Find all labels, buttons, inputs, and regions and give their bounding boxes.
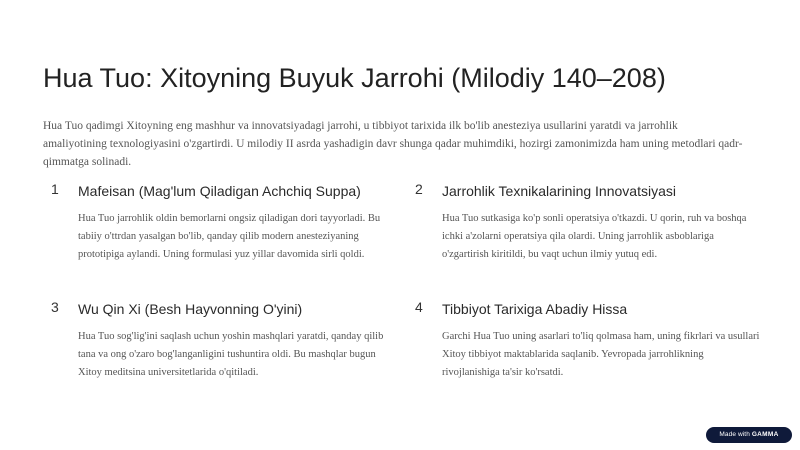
item-number: 2 xyxy=(415,181,423,197)
badge-brand: GAMMA xyxy=(751,431,779,438)
item-title: Wu Qin Xi (Besh Hayvonning O'yini) xyxy=(78,301,303,317)
badge-prefix: Made with xyxy=(719,431,750,438)
item-text: Hua Tuo sutkasiga ko'p sonli operatsiya o'tkazdi. U qorin, ruh va boshqa ichki a'zolarni operatsiya qila olardi. Uning jarrohlik asboblariga o'zgartirish kiritildi, bu vaqt uchun ilmiy yutuq edi. xyxy=(442,213,747,260)
item-number: 4 xyxy=(415,299,423,315)
item-title: Jarrohlik Texnikalarining Innovatsiyasi xyxy=(442,183,676,199)
item-number: 3 xyxy=(51,299,59,315)
item-text: Garchi Hua Tuo uning asarlari to'liq qolmasa ham, uning fikrlari va usullari Xitoy tibbiyot maktablarida saqlanib. Yevropada jarrohlikning rivojlanishiga ta'sir ko'rsatdi. xyxy=(442,331,760,378)
item-title: Tibbiyot Tarixiga Abadiy Hissa xyxy=(442,301,628,317)
page-title: Hua Tuo: Xitoyning Buyuk Jarrohi (Milodiy 140–208) xyxy=(43,63,666,93)
item-title: Mafeisan (Mag'lum Qiladigan Achchiq Suppa) xyxy=(78,183,361,199)
item-text: Hua Tuo jarrohlik oldin bemorlarni ongsiz qiladigan dori tayyorladi. Bu tabiiy o'ttrdan yasalgan bo'lib, qanday qilib modern anesteziyaning prototipiga aylandi. Uning formulasi yuz yillar davomida sirli qoldi. xyxy=(78,213,381,260)
intro-paragraph: Hua Tuo qadimgi Xitoyning eng mashhur va innovatsiyadagi jarrohi, u tibbiyot tarixida ilk bo'lib anesteziya usullarini yaratdi va jarrohlik amaliyotining texnologiyasini o'zgartirdi. U milodiy II asrda yashadigin davr shunga qadar muhimdiki, hozirgi zamonimizda ham uning metodlari qadr-qimmatga solinadi. xyxy=(43,120,743,168)
made-with-gamma-badge[interactable] xyxy=(706,427,792,443)
item-number: 1 xyxy=(51,181,59,197)
item-text: Hua Tuo sog'lig'ini saqlash uchun yoshin mashqlari yaratdi, qanday qilib tana va ong o'zaro bog'langanligini tushuntira oldi. Bu mashqlar bugun Xitoy meditsina universitetlarida o'qitiladi. xyxy=(78,331,384,378)
